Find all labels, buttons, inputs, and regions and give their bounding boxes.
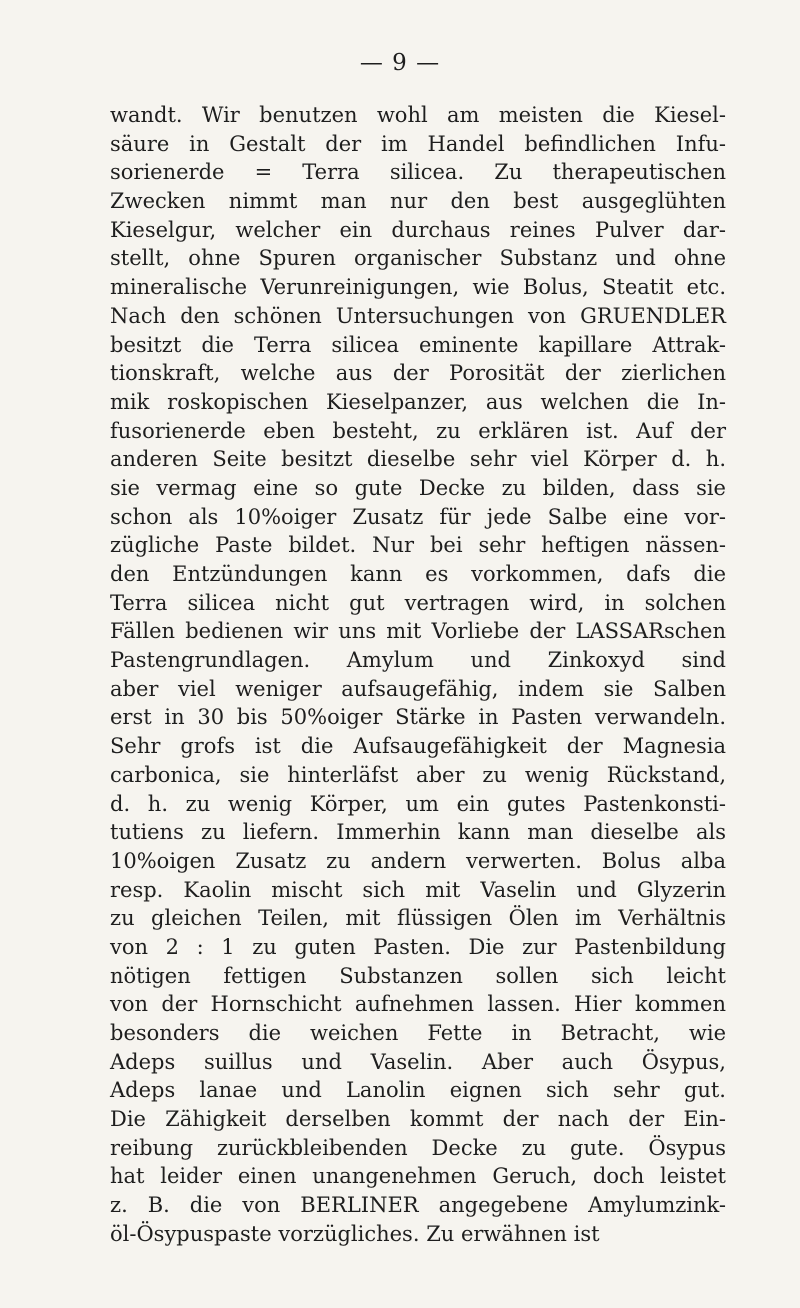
text-line: 10%oigen Zusatz zu andern verwerten. Bolus alba xyxy=(110,848,726,873)
text-line: Adeps lanae und Lanolin eignen sich sehr gut. xyxy=(110,1078,726,1103)
text-line: aber viel weniger aufsaugefähig, indem sie Salben xyxy=(110,676,726,701)
text-line: Nach den schönen Untersuchungen von GRUENDLER xyxy=(110,303,726,328)
text-line: stellt, ohne Spuren organischer Substanz und ohne xyxy=(110,246,726,271)
text-line: öl-Ösypuspaste vorzügliches. Zu erwähnen ist xyxy=(110,1221,600,1246)
text-line: fusorienerde eben besteht, zu erklären ist. Auf der xyxy=(110,418,726,443)
text-line: besonders die weichen Fette in Betracht, wie xyxy=(110,1021,726,1045)
text-line: resp. Kaolin mischt sich mit Vaselin und Glyzerin xyxy=(110,877,726,902)
text-line: erst in 30 bis 50%oiger Stärke in Pasten verwandeln. xyxy=(110,705,726,730)
body-text xyxy=(110,101,726,1249)
text-line: besitzt die Terra silicea eminente kapillare Attrak- xyxy=(110,332,726,357)
text-line: von 2 : 1 zu guten Pasten. Die zur Pastenbildung xyxy=(110,934,726,959)
text-line: Adeps suillus und Vaselin. Aber auch Ösypus, xyxy=(110,1049,726,1074)
text-line: schon als 10%oiger Zusatz für jede Salbe eine vor- xyxy=(110,504,726,529)
text-line: carbonica, sie hinterläfst aber zu wenig Rückstand, xyxy=(110,762,726,787)
text-line: anderen Seite besitzt dieselbe sehr viel Körper d. h. xyxy=(110,447,726,472)
text-line: sie vermag eine so gute Decke zu bilden, dass sie xyxy=(110,475,726,500)
text-line: säure in Gestalt der im Handel befindlichen Infu- xyxy=(110,131,726,156)
text-line: Die Zähigkeit derselben kommt der nach der Ein- xyxy=(110,1107,726,1132)
text-line: Kieselgur, welcher ein durchaus reines Pulver dar- xyxy=(110,217,726,242)
text-line: Pastengrundlagen. Amylum und Zinkoxyd sind xyxy=(110,648,726,673)
text-line: tionskraft, welche aus der Porosität der zierlichen xyxy=(110,361,726,386)
text-line: reibung zurückbleibenden Decke zu gute. Ösypus xyxy=(110,1135,726,1160)
text-line: sorienerde = Terra silicea. Zu therapeutischen xyxy=(110,160,726,185)
text-line: den Entzündungen kann es vorkommen, dafs die xyxy=(110,562,726,586)
text-line: wandt. Wir benutzen wohl am meisten die Kiesel- xyxy=(110,103,726,127)
text-line: nötigen fettigen Substanzen sollen sich leicht xyxy=(110,963,726,988)
text-line: Zwecken nimmt man nur den best ausgeglühten xyxy=(110,189,726,214)
text-line: hat leider einen unangenehmen Geruch, doch leistet xyxy=(110,1164,726,1189)
page-number: — 9 — xyxy=(359,50,441,76)
text-line: Fällen bedienen wir uns mit Vorliebe der LASSARschen xyxy=(110,619,726,644)
text-line: Sehr grofs ist die Aufsaugefähigkeit der Magnesia xyxy=(110,734,726,759)
text-line: Terra silicea nicht gut vertragen wird, in solchen xyxy=(110,590,726,615)
text-line: tutiens zu liefern. Immerhin kann man dieselbe als xyxy=(110,820,726,845)
text-line: z. B. die von BERLINER angegebene Amylumzink- xyxy=(110,1193,726,1218)
text-line: zu gleichen Teilen, mit flüssigen Ölen im Verhältnis xyxy=(110,906,726,931)
text-line: von der Hornschicht aufnehmen lassen. Hier kommen xyxy=(110,992,726,1017)
text-line: zügliche Paste bildet. Nur bei sehr heftigen nässen- xyxy=(110,533,726,558)
text-line: mineralische Verunreinigungen, wie Bolus, Steatit etc. xyxy=(110,275,726,300)
text-line: mik roskopischen Kieselpanzer, aus welchen die In- xyxy=(110,389,726,414)
text-line: d. h. zu wenig Körper, um ein gutes Pastenkonsti- xyxy=(110,791,726,816)
